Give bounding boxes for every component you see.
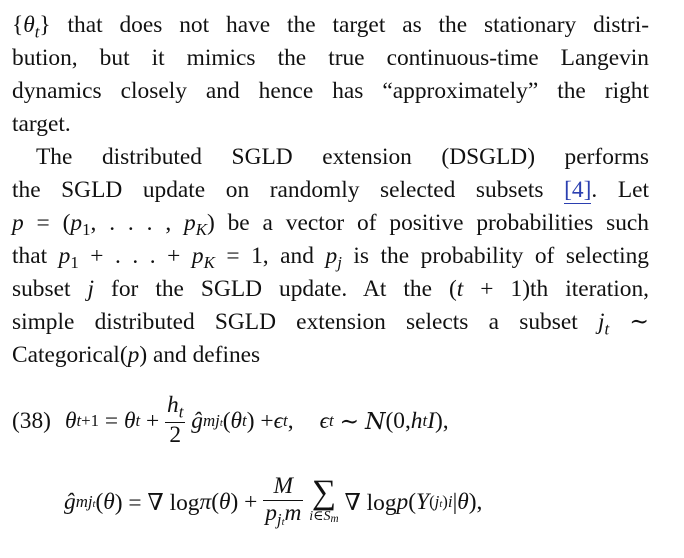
equation-gradient-estimator: ĝ mjt ( θ ) = ∇ log π ( θ ) + $\frac{M}{p_{jt}m}$ ∑ i∈Sm ∇ log p ( Y (jt)i | θ ), — [64, 473, 483, 530]
paragraph2-line4: that $p_1$ + . . . + $p_K = 1$, and $p_j$ is the probability of selecting — [12, 243, 649, 273]
equation-38: (38) θ t +1 = θ t + $\frac{h_t}{2}$ ĝ mjt ( θ t ) + ϵ t , ϵ t ∼ N (0, h t I ), — [12, 392, 449, 449]
paragraph2-line6: simple distributed SGLD extension selects a subset $j_t$ ∼ — [12, 309, 649, 339]
summation: ∑ i∈Sm — [309, 474, 339, 526]
citation-link[interactable]: [4] — [564, 177, 592, 203]
paragraph2-line7: Categorical(p) and defines — [12, 342, 261, 368]
paragraph1-line3: dynamics closely and hence has “approximately” the right — [12, 78, 649, 104]
equation-number: (38) — [12, 407, 51, 434]
paragraph2-line1: The distributed SGLD extension (DSGLD) performs — [36, 144, 649, 170]
paragraph1-line1: $\{\theta_t\}$ that does not have the target as the stationary distri- — [12, 12, 649, 42]
fraction-M-over-pm: $\frac{M}{p_{jt}m}$ — [265, 473, 302, 530]
paragraph2-line3: $p = (p_1$, . . . , $p_K$) be a vector of positive probabilities such — [12, 210, 649, 240]
paragraph2-line5: subset j for the SGLD update. At the (t + 1)th iteration, — [12, 276, 650, 302]
fraction-h-over-2: $\frac{h_t}{2}$ — [167, 392, 184, 449]
paragraph1-line2: bution, but it mimics the true continuous-time Langevin — [12, 45, 649, 71]
paragraph1-line4: target. — [12, 111, 71, 137]
paragraph2-line2: the SGLD update on randomly selected subsets [4]. Let — [12, 177, 649, 203]
